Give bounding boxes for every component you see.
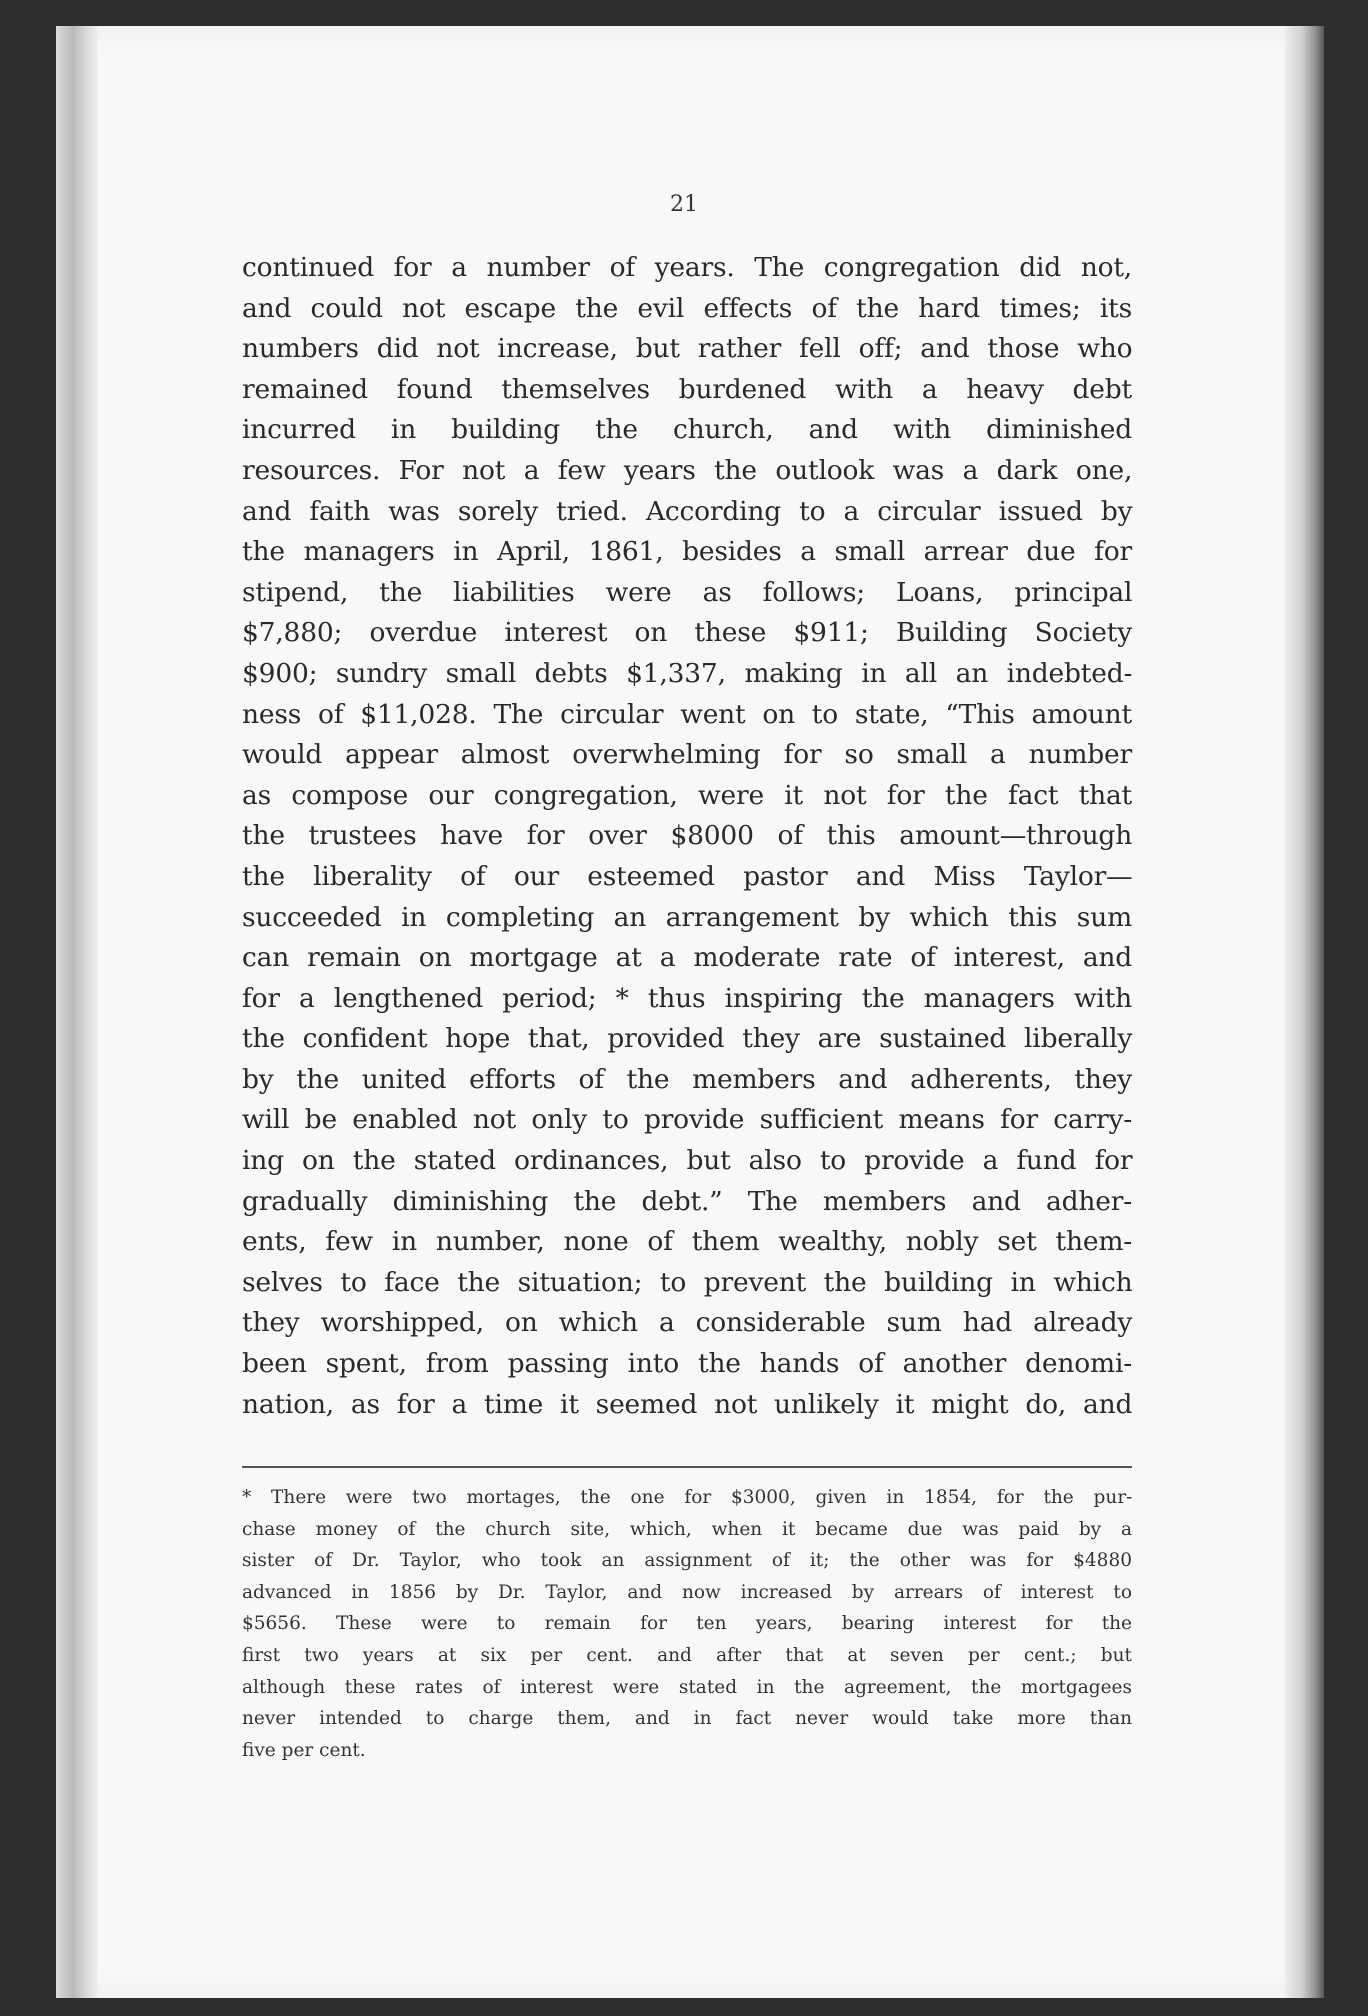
body-line: as compose our congregation, were it not for the fact that bbox=[242, 779, 1132, 811]
body-text bbox=[242, 248, 1132, 1425]
body-line: succeeded in completing an arrangement by which this sum bbox=[242, 901, 1132, 933]
footnote-line: chase money of the church site, which, when it became due was paid by a bbox=[242, 1518, 1132, 1540]
body-line: remained found themselves burdened with a heavy debt bbox=[242, 373, 1132, 405]
body-line: resources. For not a few years the outlook was a dark one, bbox=[242, 454, 1133, 486]
footnote bbox=[242, 1482, 1132, 1766]
page-gutter bbox=[56, 26, 98, 1998]
body-line: the trustees have for over $8000 of this amount—through bbox=[242, 820, 1133, 852]
footnote-line: $5656. These were to remain for ten years, bearing interest for the bbox=[242, 1613, 1132, 1635]
body-line: the liberality of our esteemed pastor and Miss Taylor— bbox=[242, 860, 1133, 892]
page-number: 21 bbox=[670, 192, 698, 217]
body-line: can remain on mortgage at a moderate rate of interest, and bbox=[242, 942, 1133, 974]
footnote-line: although these rates of interest were stated in the agreement, the mortgagees bbox=[242, 1676, 1132, 1698]
body-line: they worshipped, on which a considerable sum had already bbox=[242, 1307, 1133, 1339]
body-line: continued for a number of years. The congregation did not, bbox=[242, 252, 1132, 283]
body-line: would appear almost overwhelming for so small a number bbox=[242, 739, 1132, 771]
body-line: stipend, the liabilities were as follows; Loans, principal bbox=[242, 576, 1133, 608]
page-edge bbox=[1284, 26, 1324, 1998]
footnote-line: never intended to charge them, and in fact never would take more than bbox=[242, 1708, 1133, 1730]
footnote-line: first two years at six per cent. and after that at seven per cent.; but bbox=[242, 1644, 1132, 1666]
body-line: the confident hope that, provided they are sustained liberally bbox=[242, 1023, 1133, 1055]
body-line: for a lengthened period; * thus inspiring the managers with bbox=[242, 982, 1132, 1014]
body-line: ing on the stated ordinances, but also to provide a fund for bbox=[242, 1145, 1133, 1177]
footnote-line: advanced in 1856 by Dr. Taylor, and now increased by arrears of interest to bbox=[242, 1581, 1132, 1603]
body-line: will be enabled not only to provide sufficient means for carry- bbox=[242, 1104, 1132, 1136]
body-line: by the united efforts of the members and adherents, they bbox=[242, 1063, 1132, 1095]
body-line: and could not escape the evil effects of the hard times; its bbox=[242, 292, 1132, 324]
body-line: gradually diminishing the debt.” The members and adher- bbox=[242, 1185, 1132, 1217]
body-line: been spent, from passing into the hands of another denomi- bbox=[242, 1348, 1132, 1380]
footnote-line: sister of Dr. Taylor, who took an assignment of it; the other was for $4880 bbox=[242, 1550, 1132, 1572]
footnote-rule bbox=[242, 1466, 1132, 1468]
footnote-line: five per cent. bbox=[242, 1739, 366, 1761]
body-line: ents, few in number, none of them wealthy, nobly set them- bbox=[242, 1226, 1132, 1258]
body-line: ness of $11,028. The circular went on to state, “This amount bbox=[242, 698, 1132, 730]
footnote-line: * There were two mortages, the one for $3000, given in 1854, for the pur- bbox=[242, 1487, 1133, 1508]
body-line: $7,880; overdue interest on these $911; Building Society bbox=[242, 617, 1132, 649]
body-line: and faith was sorely tried. According to a circular issued by bbox=[242, 495, 1133, 527]
body-line: incurred in building the church, and with diminished bbox=[242, 414, 1132, 446]
body-line: $900; sundry small debts $1,337, making in all an indebted- bbox=[242, 657, 1133, 689]
body-line: the managers in April, 1861, besides a small arrear due for bbox=[242, 536, 1132, 568]
body-line: selves to face the situation; to prevent the building in which bbox=[242, 1266, 1133, 1298]
body-line: numbers did not increase, but rather fell off; and those who bbox=[242, 333, 1133, 365]
body-line: nation, as for a time it seemed not unlikely it might do, and bbox=[242, 1388, 1133, 1420]
